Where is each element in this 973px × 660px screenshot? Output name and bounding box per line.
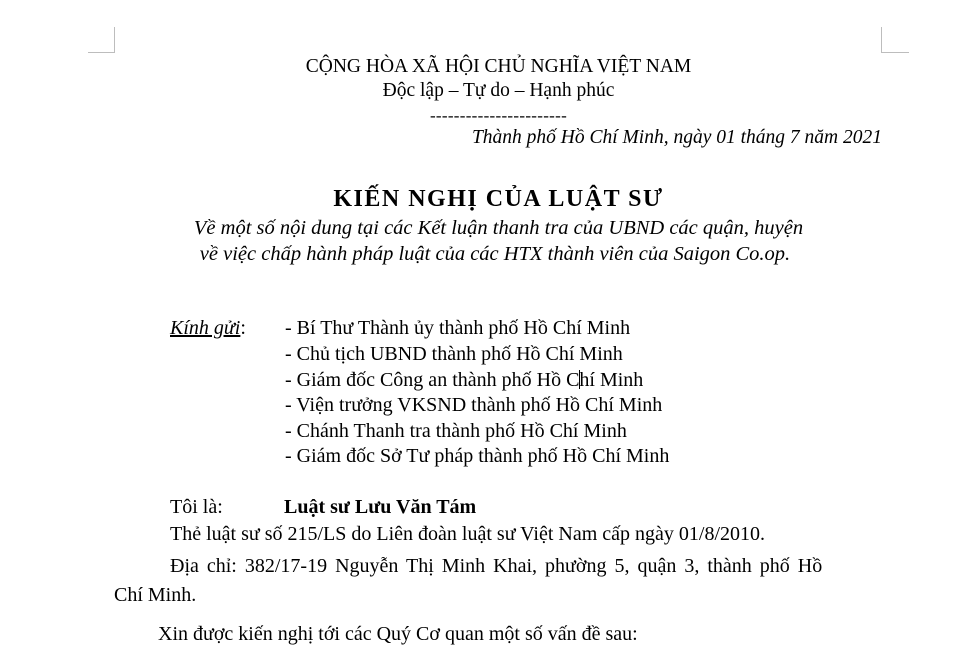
header-separator: ----------------------- <box>429 106 568 125</box>
sender-address-line-1: Địa chỉ: 382/17-19 Nguyễn Thị Minh Khai, phường 5, quận 3, thành phố Hồ <box>170 555 823 577</box>
sender-label: Tôi là: <box>170 496 223 518</box>
addressee-item-with-caret[interactable] <box>285 368 643 392</box>
document-title: KIẾN NGHỊ CỦA LUẬT SƯ <box>333 186 664 212</box>
addressee-item: - Bí Thư Thành ủy thành phố Hồ Chí Minh <box>285 317 631 339</box>
crop-mark-top-right-vertical <box>881 27 882 53</box>
national-motto: Độc lập – Tự do – Hạnh phúc <box>382 80 615 101</box>
national-title: CỘNG HÒA XÃ HỘI CHỦ NGHĨA VIỆT NAM <box>305 56 692 77</box>
addressee-item: - Chánh Thanh tra thành phố Hồ Chí Minh <box>285 420 627 442</box>
addressee-label-colon: : <box>240 317 246 339</box>
addressee-label-text: Kính gửi <box>170 317 241 339</box>
addressee-item: - Chủ tịch UBND thành phố Hồ Chí Minh <box>285 343 623 365</box>
addressee-item: - Giám đốc Sở Tư pháp thành phố Hồ Chí Minh <box>285 445 670 467</box>
crop-mark-top-left-horizontal <box>88 52 114 53</box>
lawyer-card-info: Thẻ luật sư số 215/LS do Liên đoàn luật sư Việt Nam cấp ngày 01/8/2010. <box>170 523 766 545</box>
crop-mark-top-right-horizontal <box>882 52 909 53</box>
addressee-label <box>170 316 246 340</box>
sender-address-line-2: Chí Minh. <box>114 584 197 606</box>
addressee-item: - Viện trưởng VKSND thành phố Hồ Chí Minh <box>285 394 663 416</box>
dateline: Thành phố Hồ Chí Minh, ngày 01 tháng 7 năm 2021 <box>471 127 882 148</box>
request-intro: Xin được kiến nghị tới các Quý Cơ quan một số vấn đề sau: <box>158 623 638 645</box>
addressee-item-text-after-caret: hí Minh <box>579 369 644 391</box>
document-subtitle-line-1: Về một số nội dung tại các Kết luận thanh tra của UBND các quận, huyện <box>193 217 804 239</box>
sender-name: Luật sư Lưu Văn Tám <box>284 496 477 518</box>
crop-mark-top-left-vertical <box>114 27 115 53</box>
document-subtitle-line-2: về việc chấp hành pháp luật của các HTX thành viên của Saigon Co.op. <box>199 243 791 265</box>
addressee-item-text-before-caret: - Giám đốc Công an thành phố Hồ C <box>285 369 580 391</box>
